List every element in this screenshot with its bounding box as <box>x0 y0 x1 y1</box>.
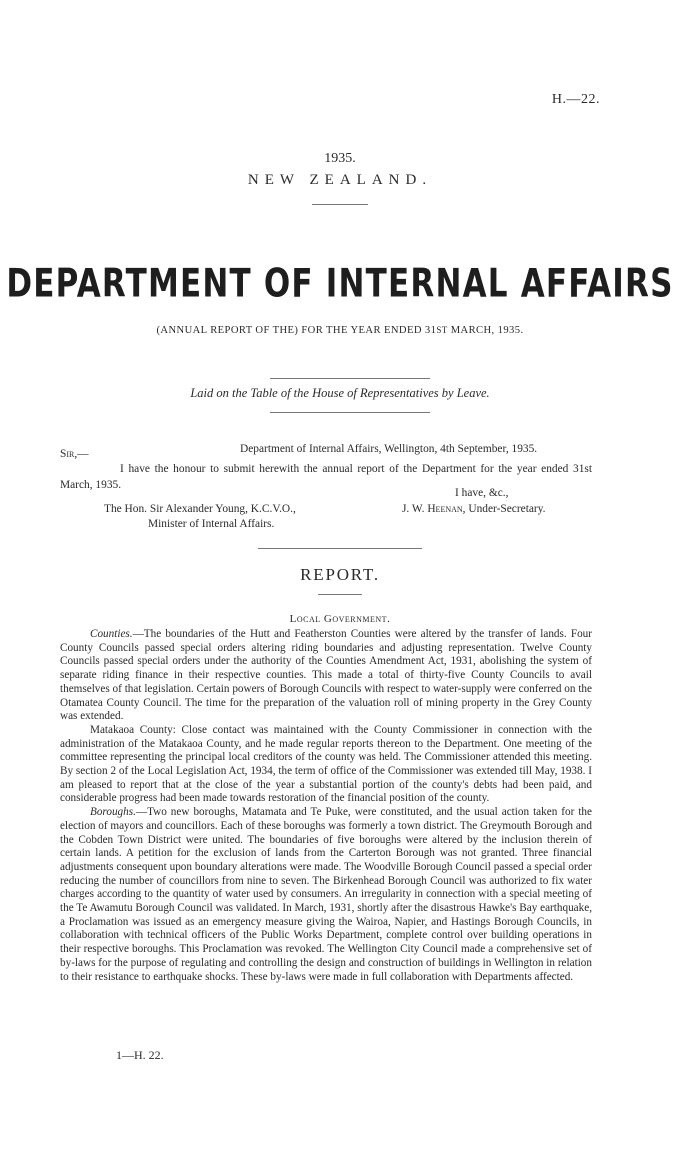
report-body <box>60 628 592 984</box>
footer-code: 1—H. 22. <box>116 1048 164 1062</box>
addressee-line-1: The Hon. Sir Alexander Young, K.C.V.O., <box>104 503 296 515</box>
subtitle-main: (ANNUAL REPORT OF THE) FOR THE YEAR ENDED 31 <box>156 325 437 336</box>
divider <box>270 378 430 379</box>
department-title: DEPARTMENT OF INTERNAL AFFAIRS <box>6 261 674 307</box>
country: NEW ZEALAND. <box>247 172 433 188</box>
report-heading: REPORT. <box>300 565 380 584</box>
salutation: Sir,— <box>60 448 89 460</box>
subtitle-ordinal: ST <box>436 325 448 335</box>
letter-body: I have the honour to submit herewith the annual report of the Department for the year ended 31st March, 1935. <box>60 463 592 491</box>
paragraph-counties: Counties.—The boundaries of the Hutt and Featherston Counties were altered by the transfer of lands. Four County Councils passed special orders altering riding boundaries and adjusting representation. Twelve County Councils passed special orders under the authority of the Counties Amendment Act, 1931, abolishing the system of separate riding finance in their respective counties. This made a total of thirty-five County Councils to avail themselves of that legislation. Certain powers of Borough Councils with respect to water-supply were conferred on the Otamatea County Council. The time for the preparation of the valuation roll of mining property in the Grey County was extended. <box>60 628 592 723</box>
divider <box>258 548 422 549</box>
paragraph-matakaoa: Matakaoa County: Close contact was maintained with the County Commissioner in connection with the administration of the Matakaoa County, and he made regular reports thereon to the Department. One meeting of the committee representing the principal local creditors of the county was held. The Commissioner attended this meeting. By section 2 of the Local Legislation Act, 1934, the term of office of the Commissioner was extended till May, 1938. I am pleased to report that at the close of the year a substantial portion of the county's debts had been paid, and considerable progress had been made towards restoration of the financial position of the county. <box>60 723 592 805</box>
report-subtitle <box>0 325 680 336</box>
signatory-title: , Under-Secretary. <box>462 503 546 515</box>
addressee <box>104 502 296 532</box>
signatory <box>402 503 546 515</box>
year: 1935. <box>324 151 356 166</box>
letter-address: Department of Internal Affairs, Wellington, 4th September, 1935. <box>240 443 538 455</box>
divider <box>312 204 368 205</box>
paragraph-boroughs: Boroughs.—Two new boroughs, Matamata and Te Puke, were constituted, and the usual action taken for the election of mayors and councillors. Each of these boroughs was formerly a town district. The Greymouth Borough and the Cobden Town District were united. The boundaries of five boroughs were altered by the inclusion therein of certain lands. A petition for the exclusion of lands from the Carterton Borough was not granted. Three financial adjustments consequent upon boundary alterations were made. The Woodville Borough Council passed a special order reducing the number of councillors from nine to seven. The Birkenhead Borough Council was authorized to fix water charges according to the quantity of water used by consumers. An irregularity in connection with a special meeting of the Te Awamutu Borough Council was validated. In March, 1931, shortly after the disastrous Hawke's Bay earthquake, a Proclamation was issued as an emergency measure giving the Wairoa, Napier, and Hastings Borough Councils, in collaboration with technical officers of the Public Works Department, complete control over building operations in their respective boroughs. This Proclamation was revoked. The Wellington City Council made a comprehensive set of by-laws for the purpose of regulating and controlling the design and construction of buildings in Wellington in relation to their resistance to earthquake shocks. These by-laws were made in full collaboration with Departments affected. <box>60 806 592 983</box>
signatory-initials: J. W. <box>402 503 428 515</box>
paper-code: H.—22. <box>551 92 600 107</box>
divider <box>270 412 430 413</box>
addressee-line-2: Minister of Internal Affairs. <box>148 518 275 530</box>
signatory-name: Heenan <box>427 503 463 515</box>
subtitle-end: MARCH, 1935. <box>447 325 524 336</box>
letter-closing: I have, &c., <box>455 487 509 499</box>
laid-on-table-note: Laid on the Table of the House of Representatives by Leave. <box>190 386 490 400</box>
divider <box>318 594 362 595</box>
section-heading: Local Government. <box>289 613 391 625</box>
